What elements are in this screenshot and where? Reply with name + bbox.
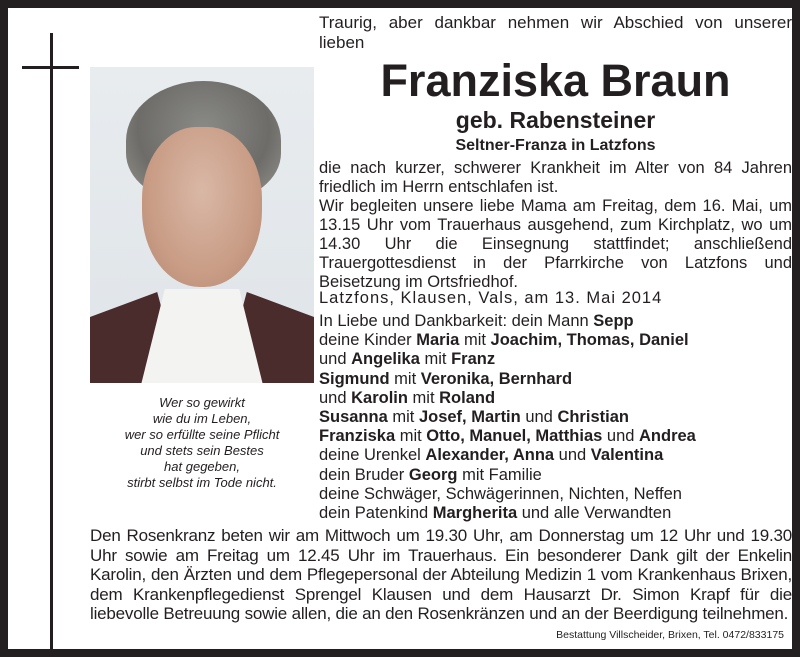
mourner-line [319,370,792,389]
place-date: Latzfons, Klausen, Vals, am 13. Mai 2014 [319,289,663,307]
mourner-text: und [319,350,352,369]
mourner-text: dein Bruder [319,465,409,484]
mourner-line [319,504,792,523]
mourner-name: Josef, Martin [418,408,521,427]
deceased-name: Franziska Braun [380,55,731,106]
mourner-name: Sigmund [319,369,390,388]
mourner-name: Franziska [319,427,396,446]
mourner-name: Christian [557,408,629,427]
mourner-text: mit [407,388,440,407]
mourner-name: Veronika, Bernhard [420,369,573,388]
mourner-text: deine Schwäger, Schwägerinnen, Nichten, Neffen [319,484,682,503]
mourner-name: Otto, Manuel, Matthias [426,427,603,446]
closing-text: Den Rosenkranz beten wir am Mittwoch um 19.30 Uhr, am Donnerstag um 12 Uhr und 19.30 Uhr sowie am Freitag um 12.45 Uhr im Trauerhaus. Ein besonderer Dank gilt der Enkelin Karolin, den Ärzten und dem Pflegepersonal der Abteilung Medizin 1 vom Krankenhaus Brixen, dem Krankenpflegedienst Sprengel Klausen und dem Hausarzt Dr. Simon Krapf für die liebevolle Betreuung sowie allen, die an den Rosenkränzen und an der Beerdigung teilnehmen. [90,526,792,623]
mourner-line [319,427,792,446]
mourner-text: mit [459,331,491,350]
notice-body [319,159,792,292]
mourner-line [319,312,792,331]
mourner-text: und [319,388,352,407]
mourner-text: und [520,408,558,427]
mourner-line [319,408,792,427]
mourner-text: mit [387,408,419,427]
mourner-line [319,331,792,350]
mourner-name: Valentina [590,446,664,465]
undertaker-info: Bestattung Villscheider, Brixen, Tel. 0472/833175 [556,629,784,641]
mourner-text: und [554,446,591,465]
funeral-text: Wir begleiten unsere liebe Mama am Freitag, dem 16. Mai, um 13.15 Uhr vom Trauerhaus ausgehend, zum Kirchplatz, wo um 14.30 Uhr die Einsegnung stattfindet; anschließend Trauergottesdienst in der Pfarrkirche von Latzfons und Beisetzung im Ortsfriedhof. [319,197,792,291]
mourner-name: Susanna [319,408,388,427]
death-text: die nach kurzer, schwerer Krankheit im Alter von 84 Jahren friedlich im Herrn entschlafen ist. [319,159,792,196]
memorial-poem [90,395,314,491]
portrait-photo [90,67,314,383]
mourner-line [319,350,792,369]
mourner-name: Karolin [351,388,408,407]
mourner-name: Margherita [432,504,518,523]
poem-line: stirbt selbst im Tode nicht. [127,475,277,490]
poem-line: hat gegeben, [164,459,240,474]
mourner-text: mit Familie [457,465,542,484]
mourner-text: mit [419,350,452,369]
mourner-name: Alexander, Anna [425,446,555,465]
nickname: Seltner-Franza in Latzfons [455,137,656,154]
mourner-text: und [602,427,640,446]
mourner-name: Roland [439,388,496,407]
obituary-notice [8,8,792,649]
mourner-line [319,466,792,485]
mourner-name: Maria [416,331,460,350]
mourner-name: Joachim, Thomas, Daniel [490,331,689,350]
mourner-name: Andrea [639,427,696,446]
mourners-list [319,312,792,523]
poem-line: wer so erfüllte seine Pflicht [124,427,280,442]
mourner-line [319,389,792,408]
cross-icon-bar [22,66,79,69]
mourner-text: deine Kinder [319,331,417,350]
mourner-name: Angelika [351,350,420,369]
mourner-name: Franz [451,350,496,369]
intro-text: Traurig, aber dankbar nehmen wir Abschied von unserer lieben [319,13,792,52]
mourner-name: Sepp [593,312,634,330]
mourner-name: Georg [408,465,458,484]
mourner-text: mit [389,369,421,388]
mourner-text: dein Patenkind [319,504,433,523]
mourner-text: mit [395,427,427,446]
poem-line: Wer so gewirkt [159,395,245,410]
mourner-line [319,485,792,504]
mourner-line [319,446,792,465]
mourner-text: In Liebe und Dankbarkeit: dein Mann [319,312,594,330]
mourner-text: deine Urenkel [319,446,426,465]
mourner-text: und alle Verwandten [517,504,672,523]
poem-line: wie du im Leben, [152,411,252,426]
maiden-name: geb. Rabensteiner [455,107,656,133]
poem-line: und stets sein Bestes [140,443,264,458]
cross-icon [50,33,53,653]
